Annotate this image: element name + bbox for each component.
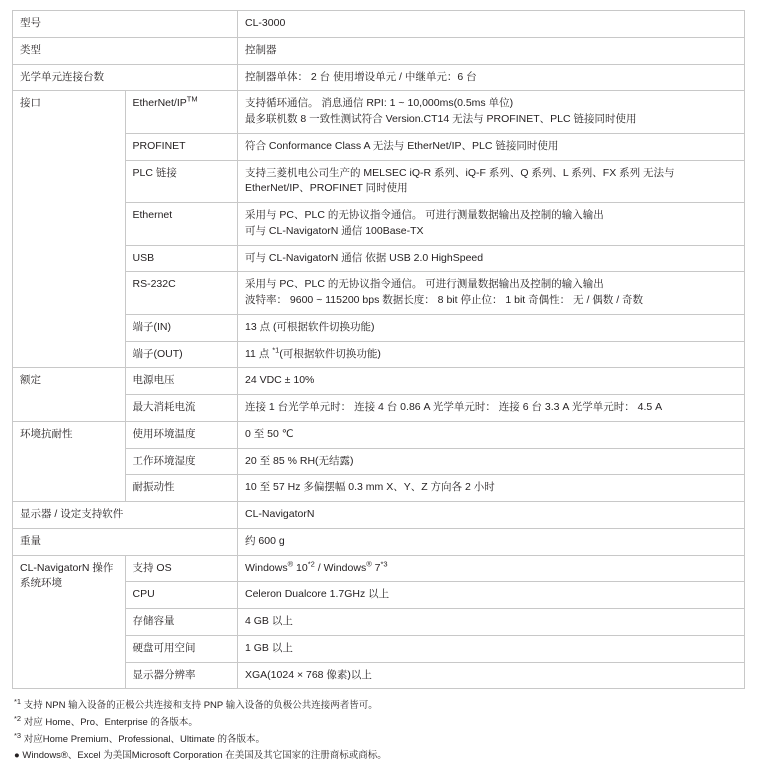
row-sublabel: 显示器分辨率 (125, 662, 238, 689)
row-value: 11 点 $^{*1}$(可根据软件切换功能) (238, 341, 745, 368)
bullet-marker: ● (14, 750, 20, 762)
footnote-marker: *1 (14, 697, 22, 707)
row-value: 连接 1 台光学单元时： 连接 4 台 0.86 A 光学单元时： 连接 6 台 3.3 A 光学单元时： 4.5 A (238, 395, 745, 422)
row-value: 1 GB 以上 (238, 635, 745, 662)
row-value: Celeron Dualcore 1.7GHz 以上 (238, 582, 745, 609)
row-value: XGA(1024 × 768 像素)以上 (238, 662, 745, 689)
row-value: CL-3000 (238, 11, 745, 38)
row-group-label-rating: 额定 (13, 368, 126, 422)
row-value (238, 91, 745, 134)
row-sublabel: USB (125, 245, 238, 272)
row-sublabel: RS-232C (125, 272, 238, 315)
table-row (13, 91, 745, 134)
value-line: 波特率： 9600 ~ 115200 bps 数据长度： 8 bit 停止位： 1 bit 奇偶性： 无 / 偶数 / 奇数 (245, 294, 644, 306)
footnote-item (14, 748, 745, 765)
row-value: 20 至 85 % RH(无结露) (238, 448, 745, 475)
table-body (13, 11, 745, 689)
row-sublabel: PLC 链接 (125, 160, 238, 203)
footnote-marker: *3 (14, 730, 22, 740)
table-row (13, 11, 745, 38)
row-sublabel: PROFINET (125, 133, 238, 160)
value-line: 采用与 PC、PLC 的无协议指令通信。 可进行测量数据输出及控制的输入输出 (245, 209, 604, 221)
row-value (238, 203, 745, 246)
value-line: 可与 CL-NavigatorN 通信 100Base-TX (245, 224, 424, 237)
row-value: 可与 CL-NavigatorN 通信 依据 USB 2.0 HighSpeed (238, 245, 745, 272)
row-label: 显示器 / 设定支持软件 (13, 502, 238, 529)
row-value: 符合 Conformance Class A 无法与 EtherNet/IP、PLC 链接同时使用 (238, 133, 745, 160)
registered-mark: ® (287, 559, 294, 568)
row-sublabel (125, 91, 238, 134)
footnote-text: 支持 NPN 输入设备的正极公共连接和支持 PNP 输入设备的负极公共连接两者皆可。 (23, 700, 378, 712)
footnote-text: Windows®、Excel 为美国Microsoft Corporation 在美国及其它国家的注册商标或商标。 (22, 750, 387, 762)
row-value: 4 GB 以上 (238, 609, 745, 636)
footnote-text: 对应Home Premium、Professional、Ultimate 的各版本。 (23, 733, 265, 745)
value-line: 支持循环通信。 消息通信 RPI: 1 ~ 10,000ms(0.5ms 单位) (245, 97, 514, 110)
value-line: 采用与 PC、PLC 的无协议指令通信。 可进行测量数据输出及控制的输入输出 (245, 278, 604, 291)
footnote-marker: *2 (14, 713, 22, 723)
footnote-item (14, 715, 745, 732)
row-value: 控制器 (238, 37, 745, 64)
row-value (238, 272, 745, 315)
row-sublabel: 硬盘可用空间 (125, 635, 238, 662)
row-label: 光学单元连接台数 (13, 64, 238, 91)
trademark-mark: TM (186, 94, 198, 104)
row-value: 约 600 g (238, 528, 745, 555)
row-sublabel: 电源电压 (125, 368, 238, 395)
row-label: 型号 (13, 11, 238, 38)
row-sublabel: CPU (125, 582, 238, 609)
registered-mark: ® (366, 559, 372, 568)
row-value: 0 至 50 ℃ (238, 421, 745, 448)
row-value: CL-NavigatorN (238, 502, 745, 529)
footnote-item (14, 732, 745, 749)
row-group-label-environment: 环境抗耐性 (13, 421, 126, 501)
table-row (13, 502, 745, 529)
table-row (13, 528, 745, 555)
row-value: 10 至 57 Hz 多偏摆幅 0.3 mm X、Y、Z 方向各 2 小时 (238, 475, 745, 502)
row-sublabel: 存储容量 (125, 609, 238, 636)
row-sublabel: 最大消耗电流 (125, 395, 238, 422)
row-sublabel: 端子(OUT) (125, 341, 238, 368)
table-row (13, 37, 745, 64)
footnote-ref: *3 (380, 559, 388, 568)
row-group-label-interface: 接口 (13, 91, 126, 368)
row-group-label-os-environment: CL-NavigatorN 操作系统环境 (13, 555, 126, 689)
row-label: 重量 (13, 528, 238, 555)
row-sublabel: Ethernet (125, 203, 238, 246)
footnote-ref: *2 (307, 559, 315, 568)
table-row (13, 421, 745, 448)
footnote-item (14, 698, 745, 715)
row-sublabel: 支持 OS (125, 555, 238, 582)
value-line: 最多联机数 8 一致性测试符合 Version.CT14 无法与 PROFINET、PLC 链接同时使用 (245, 113, 637, 125)
sublabel-text: EtherNet/IP (132, 97, 187, 110)
table-row (13, 368, 745, 395)
row-sublabel: 耐振动性 (125, 475, 238, 502)
footnote-text: 对应 Home、Pro、Enterprise 的各版本。 (23, 716, 198, 728)
row-value: 控制器单体： 2 台 使用增设单元 / 中继单元：6 台 (238, 64, 745, 91)
row-value: Windows® 10$^{*2}$ / Windows® 7$^{*3}$ (238, 555, 745, 582)
row-value: 13 点 (可根据软件切换功能) (238, 314, 745, 341)
footnotes (12, 698, 745, 765)
row-value: 支持三菱机电公司生产的 MELSEC iQ-R 系列、iQ-F 系列、Q 系列、L 系列、FX 系列 无法与 EtherNet/IP、PROFINET 同时使用 (238, 160, 745, 203)
footnote-ref: *1 (272, 345, 280, 354)
table-row (13, 555, 745, 582)
row-label: 类型 (13, 37, 238, 64)
row-sublabel: 使用环境温度 (125, 421, 238, 448)
row-sublabel: 工作环境湿度 (125, 448, 238, 475)
specification-table (12, 10, 745, 689)
row-sublabel: 端子(IN) (125, 314, 238, 341)
table-row (13, 64, 745, 91)
row-value: 24 VDC ± 10% (238, 368, 745, 395)
